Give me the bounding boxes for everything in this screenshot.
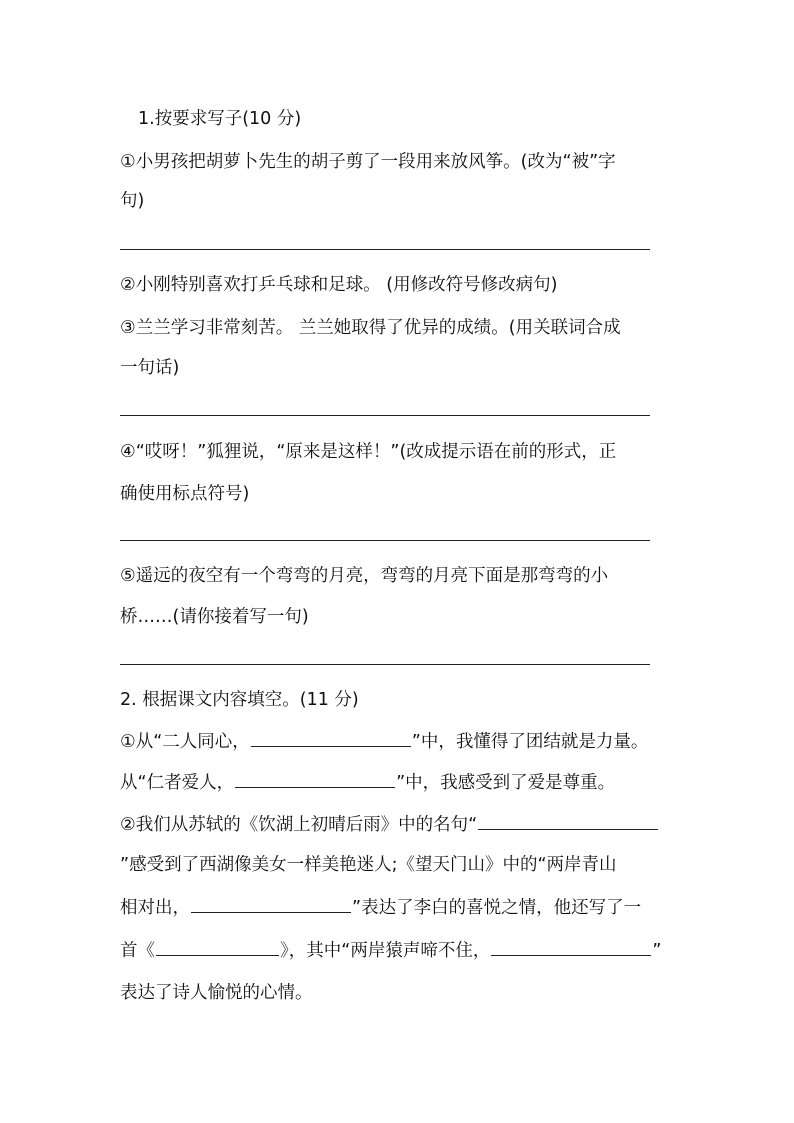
q2-blank-3[interactable]	[478, 828, 658, 830]
q2-blank-4[interactable]	[191, 911, 351, 913]
q2-line5-text-b: ”表达了李白的喜悦之情，他还写了一	[352, 898, 642, 918]
q2-line4: ”感受到了西湖像美女一样美艳迷人;《望天门山》中的“两岸青山	[120, 855, 617, 875]
q2-line2-text-b: ”中，我感受到了爱是尊重。	[396, 773, 616, 793]
q2-line2	[120, 772, 615, 794]
q2-line7: 表达了诗人愉悦的心情。	[120, 983, 313, 1003]
q1-item4-answer-line[interactable]	[120, 540, 650, 541]
q2-line3-text-a: ②我们从苏轼的《饮湖上初晴后雨》中的名句“	[120, 815, 478, 835]
q2-line3	[120, 814, 659, 836]
q2-line1-text-a: ①从“二人同心，	[120, 732, 250, 752]
q1-item3-line1: ③兰兰学习非常刻苦。 兰兰她取得了优异的成绩。(用关联词合成	[120, 318, 621, 338]
q1-item1-answer-line[interactable]	[120, 249, 650, 250]
q2-line6-text-c: ”	[652, 941, 662, 961]
q1-item4-line1: ④“哎呀！”狐狸说，“原来是这样！”(改成提示语在前的形式，正	[120, 442, 617, 462]
q1-heading: 1.按要求写子(10 分)	[138, 109, 302, 129]
q2-line2-text-a: 从“仁者爱人，	[120, 773, 235, 793]
q2-blank-2[interactable]	[235, 786, 395, 788]
q2-line6-text-b: 》，其中“两岸猿声啼不住，	[280, 941, 491, 961]
q2-line5	[120, 897, 641, 919]
q1-item3-line2: 一句话)	[120, 358, 180, 378]
q2-line5-text-a: 相对出，	[120, 898, 190, 918]
q1-item1-line1: ①小男孩把胡萝卜先生的胡子剪了一段用来放风筝。(改为“被”字	[120, 152, 616, 172]
q2-line6-text-a: 首《	[120, 941, 155, 961]
q1-item5-answer-line[interactable]	[120, 664, 650, 665]
q1-item5-line1: ⑤遥远的夜空有一个弯弯的月亮，弯弯的月亮下面是那弯弯的小	[120, 566, 609, 586]
q1-item5-line2: 桥……(请你接着写一句)	[120, 607, 309, 627]
q2-blank-6[interactable]	[491, 954, 651, 956]
q2-blank-5[interactable]	[156, 954, 279, 956]
q1-item2: ②小刚特别喜欢打乒乓球和足球。 (用修改符号修改病句)	[120, 275, 558, 295]
q1-item3-answer-line[interactable]	[120, 415, 650, 416]
q2-blank-1[interactable]	[251, 745, 411, 747]
q1-item4-line2: 确使用标点符号)	[120, 484, 250, 504]
q2-heading: 2. 根据课文内容填空。(11 分)	[120, 690, 359, 710]
q2-line1-text-b: ”中，我懂得了团结就是力量。	[411, 732, 649, 752]
q2-line6	[120, 940, 661, 962]
q2-line1	[120, 731, 648, 753]
q1-item1-line2: 句)	[120, 191, 145, 211]
